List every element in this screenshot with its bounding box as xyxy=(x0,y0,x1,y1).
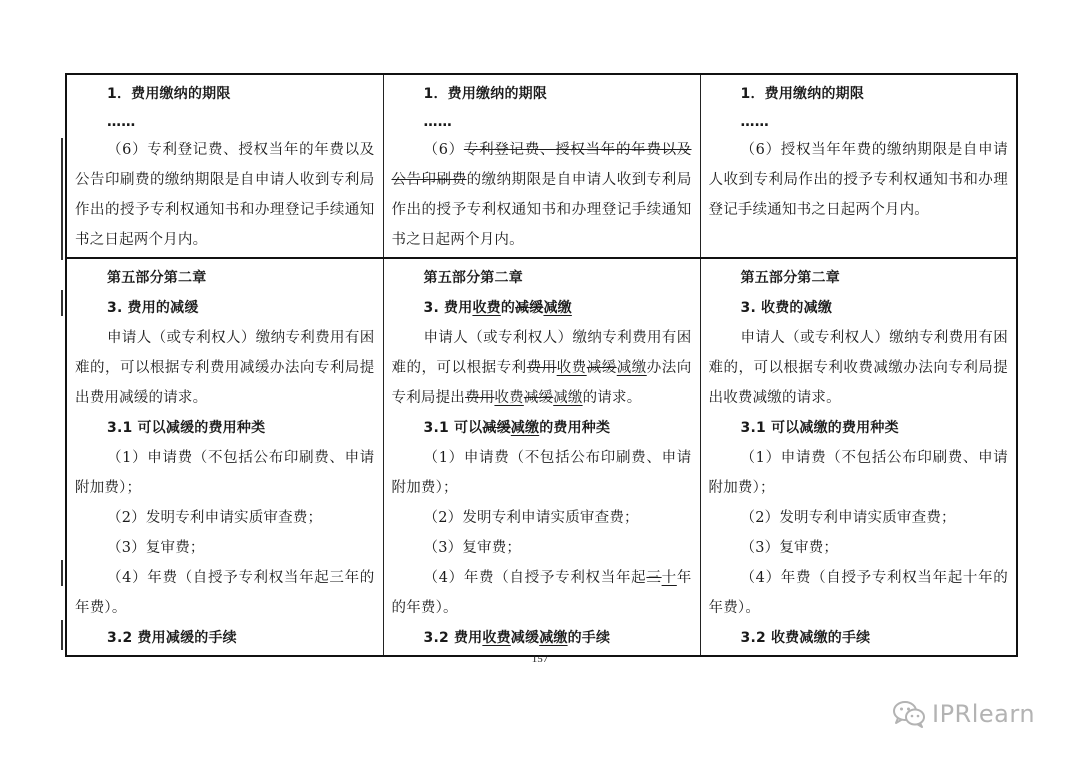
section-title: 3. 收费的减缴 xyxy=(740,300,833,316)
ellipsis: …… xyxy=(740,114,769,130)
text-segment: 3.2 费用 xyxy=(423,630,483,646)
wechat-icon xyxy=(892,700,926,728)
list-item: （4）年费（自授予专利权当年起三年的年费）。 xyxy=(75,570,375,616)
subsection-title: 3.1 可以减缓的费用种类 xyxy=(107,420,266,436)
list-item: （3）复审费； xyxy=(423,540,522,556)
clause-text: （6）专利登记费、授权当年的年费以及公告印刷费的缴纳期限是自申请人收到专利局作出的授予专利权通知书和办理登记手续通知书之日起两个月内。 xyxy=(75,142,375,248)
text-segment: 申请人（或专利权人）缴纳专利费用有困难的，可以根据专利 xyxy=(391,330,692,376)
list-item: （1）申请费（不包括公布印刷费、申请附加费）； xyxy=(75,450,375,496)
list-item: （1）申请费（不包括公布印刷费、申请附加费）； xyxy=(708,450,1008,496)
subsection-title: 3.2 费用减缓的手续 xyxy=(107,630,237,646)
ellipsis: …… xyxy=(423,114,452,130)
table-row xyxy=(66,258,1017,656)
subsection-title xyxy=(392,413,692,443)
cell-revision-marked xyxy=(383,258,700,656)
list-item: （4）年费（自授予专利权当年起十年的年费）。 xyxy=(708,570,1008,616)
clause-heading: 1．费用缴纳的期限 xyxy=(740,86,865,102)
text-segment: 减缓 xyxy=(510,630,540,646)
subsection-title xyxy=(392,623,692,653)
inserted-text: 收费 xyxy=(556,360,587,376)
list-item: （3）复审费； xyxy=(107,540,205,556)
ellipsis: …… xyxy=(107,114,136,130)
section-title xyxy=(392,293,692,323)
chapter-title: 第五部分第二章 xyxy=(423,270,523,286)
inserted-text: 收费 xyxy=(482,630,511,646)
text-segment: 的缴纳期限是自申请人收到专利局作出的授予专利权通知书和办理登记手续通知书之日起两个月内。 xyxy=(391,172,692,248)
deleted-text: 减缓 xyxy=(482,420,511,436)
deleted-text: 费用 xyxy=(526,360,557,376)
text-segment: 年的年费）。 xyxy=(391,570,692,616)
deleted-text: 减缓 xyxy=(586,360,617,376)
subsection-title: 3.1 可以减缴的费用种类 xyxy=(740,420,899,436)
revision-bar xyxy=(61,290,63,316)
watermark xyxy=(892,700,1035,728)
deleted-text: 专利登记费、授权当年的年费以及公告印刷费 xyxy=(391,142,692,188)
clause-text xyxy=(392,135,692,255)
watermark-text: IPRlearn xyxy=(932,700,1036,728)
cell-revised xyxy=(700,258,1017,656)
inserted-text: 收费 xyxy=(472,300,501,316)
clause-heading: 1．费用缴纳的期限 xyxy=(423,86,548,102)
paragraph xyxy=(392,323,692,413)
table-row xyxy=(66,74,1017,258)
deleted-text: 三 xyxy=(646,570,662,586)
list-item: （3）复审费； xyxy=(740,540,839,556)
paragraph: 申请人（或专利权人）缴纳专利费用有困难的，可以根据专利费用减缓办法向专利局提出费用减缓的请求。 xyxy=(75,330,375,406)
inserted-text: 收费 xyxy=(494,390,524,406)
text-segment: 办法向专利局提出 xyxy=(391,360,692,406)
revision-bar xyxy=(61,138,63,260)
paragraph: 申请人（或专利权人）缴纳专利费用有困难的，可以根据专利收费减缴办法向专利局提出收费减缴的请求。 xyxy=(708,330,1008,406)
text-segment: （4）年费（自授予专利权当年起 xyxy=(423,570,647,586)
text-segment: 的手续 xyxy=(567,630,611,646)
cell-revision-marked xyxy=(383,74,700,258)
deleted-text: 减缓 xyxy=(515,300,544,316)
inserted-text: 减缴 xyxy=(543,300,572,316)
text-segment: （6） xyxy=(423,142,464,158)
text-segment: 的 xyxy=(500,300,516,316)
list-item xyxy=(392,563,692,623)
chapter-title: 第五部分第二章 xyxy=(740,270,840,286)
revision-bar xyxy=(61,560,63,586)
list-item: （2）发明专利申请实质审查费； xyxy=(107,510,323,526)
clause-heading: 1．费用缴纳的期限 xyxy=(107,86,231,102)
inserted-text: 减缴 xyxy=(539,630,568,646)
text-segment: 3. 费用 xyxy=(423,300,473,316)
revision-bar xyxy=(61,620,63,650)
deleted-text: 费用 xyxy=(465,390,495,406)
inserted-text: 十 xyxy=(661,570,677,586)
deleted-text: 减缓 xyxy=(523,390,554,406)
text-segment: 的请求。 xyxy=(582,390,642,406)
cell-original xyxy=(66,74,383,258)
list-item: （2）发明专利申请实质审查费； xyxy=(740,510,956,526)
text-segment: 3.1 可以 xyxy=(423,420,483,436)
cell-original xyxy=(66,258,383,656)
page-number: 157 xyxy=(531,653,549,665)
inserted-text: 减缴 xyxy=(553,390,583,406)
section-title: 3. 费用的减缓 xyxy=(107,300,199,316)
subsection-title: 3.2 收费减缴的手续 xyxy=(740,630,871,646)
inserted-text: 减缴 xyxy=(616,360,647,376)
cell-revised xyxy=(700,74,1017,258)
comparison-table xyxy=(65,73,1018,657)
inserted-text: 减缴 xyxy=(510,420,540,436)
clause-text: （6）授权当年年费的缴纳期限是自申请人收到专利局作出的授予专利权通知书和办理登记手续通知书之日起两个月内。 xyxy=(708,142,1008,218)
chapter-title: 第五部分第二章 xyxy=(107,270,207,286)
list-item: （1）申请费（不包括公布印刷费、申请附加费）； xyxy=(391,450,692,496)
list-item: （2）发明专利申请实质审查费； xyxy=(423,510,639,526)
text-segment: 的费用种类 xyxy=(539,420,611,436)
